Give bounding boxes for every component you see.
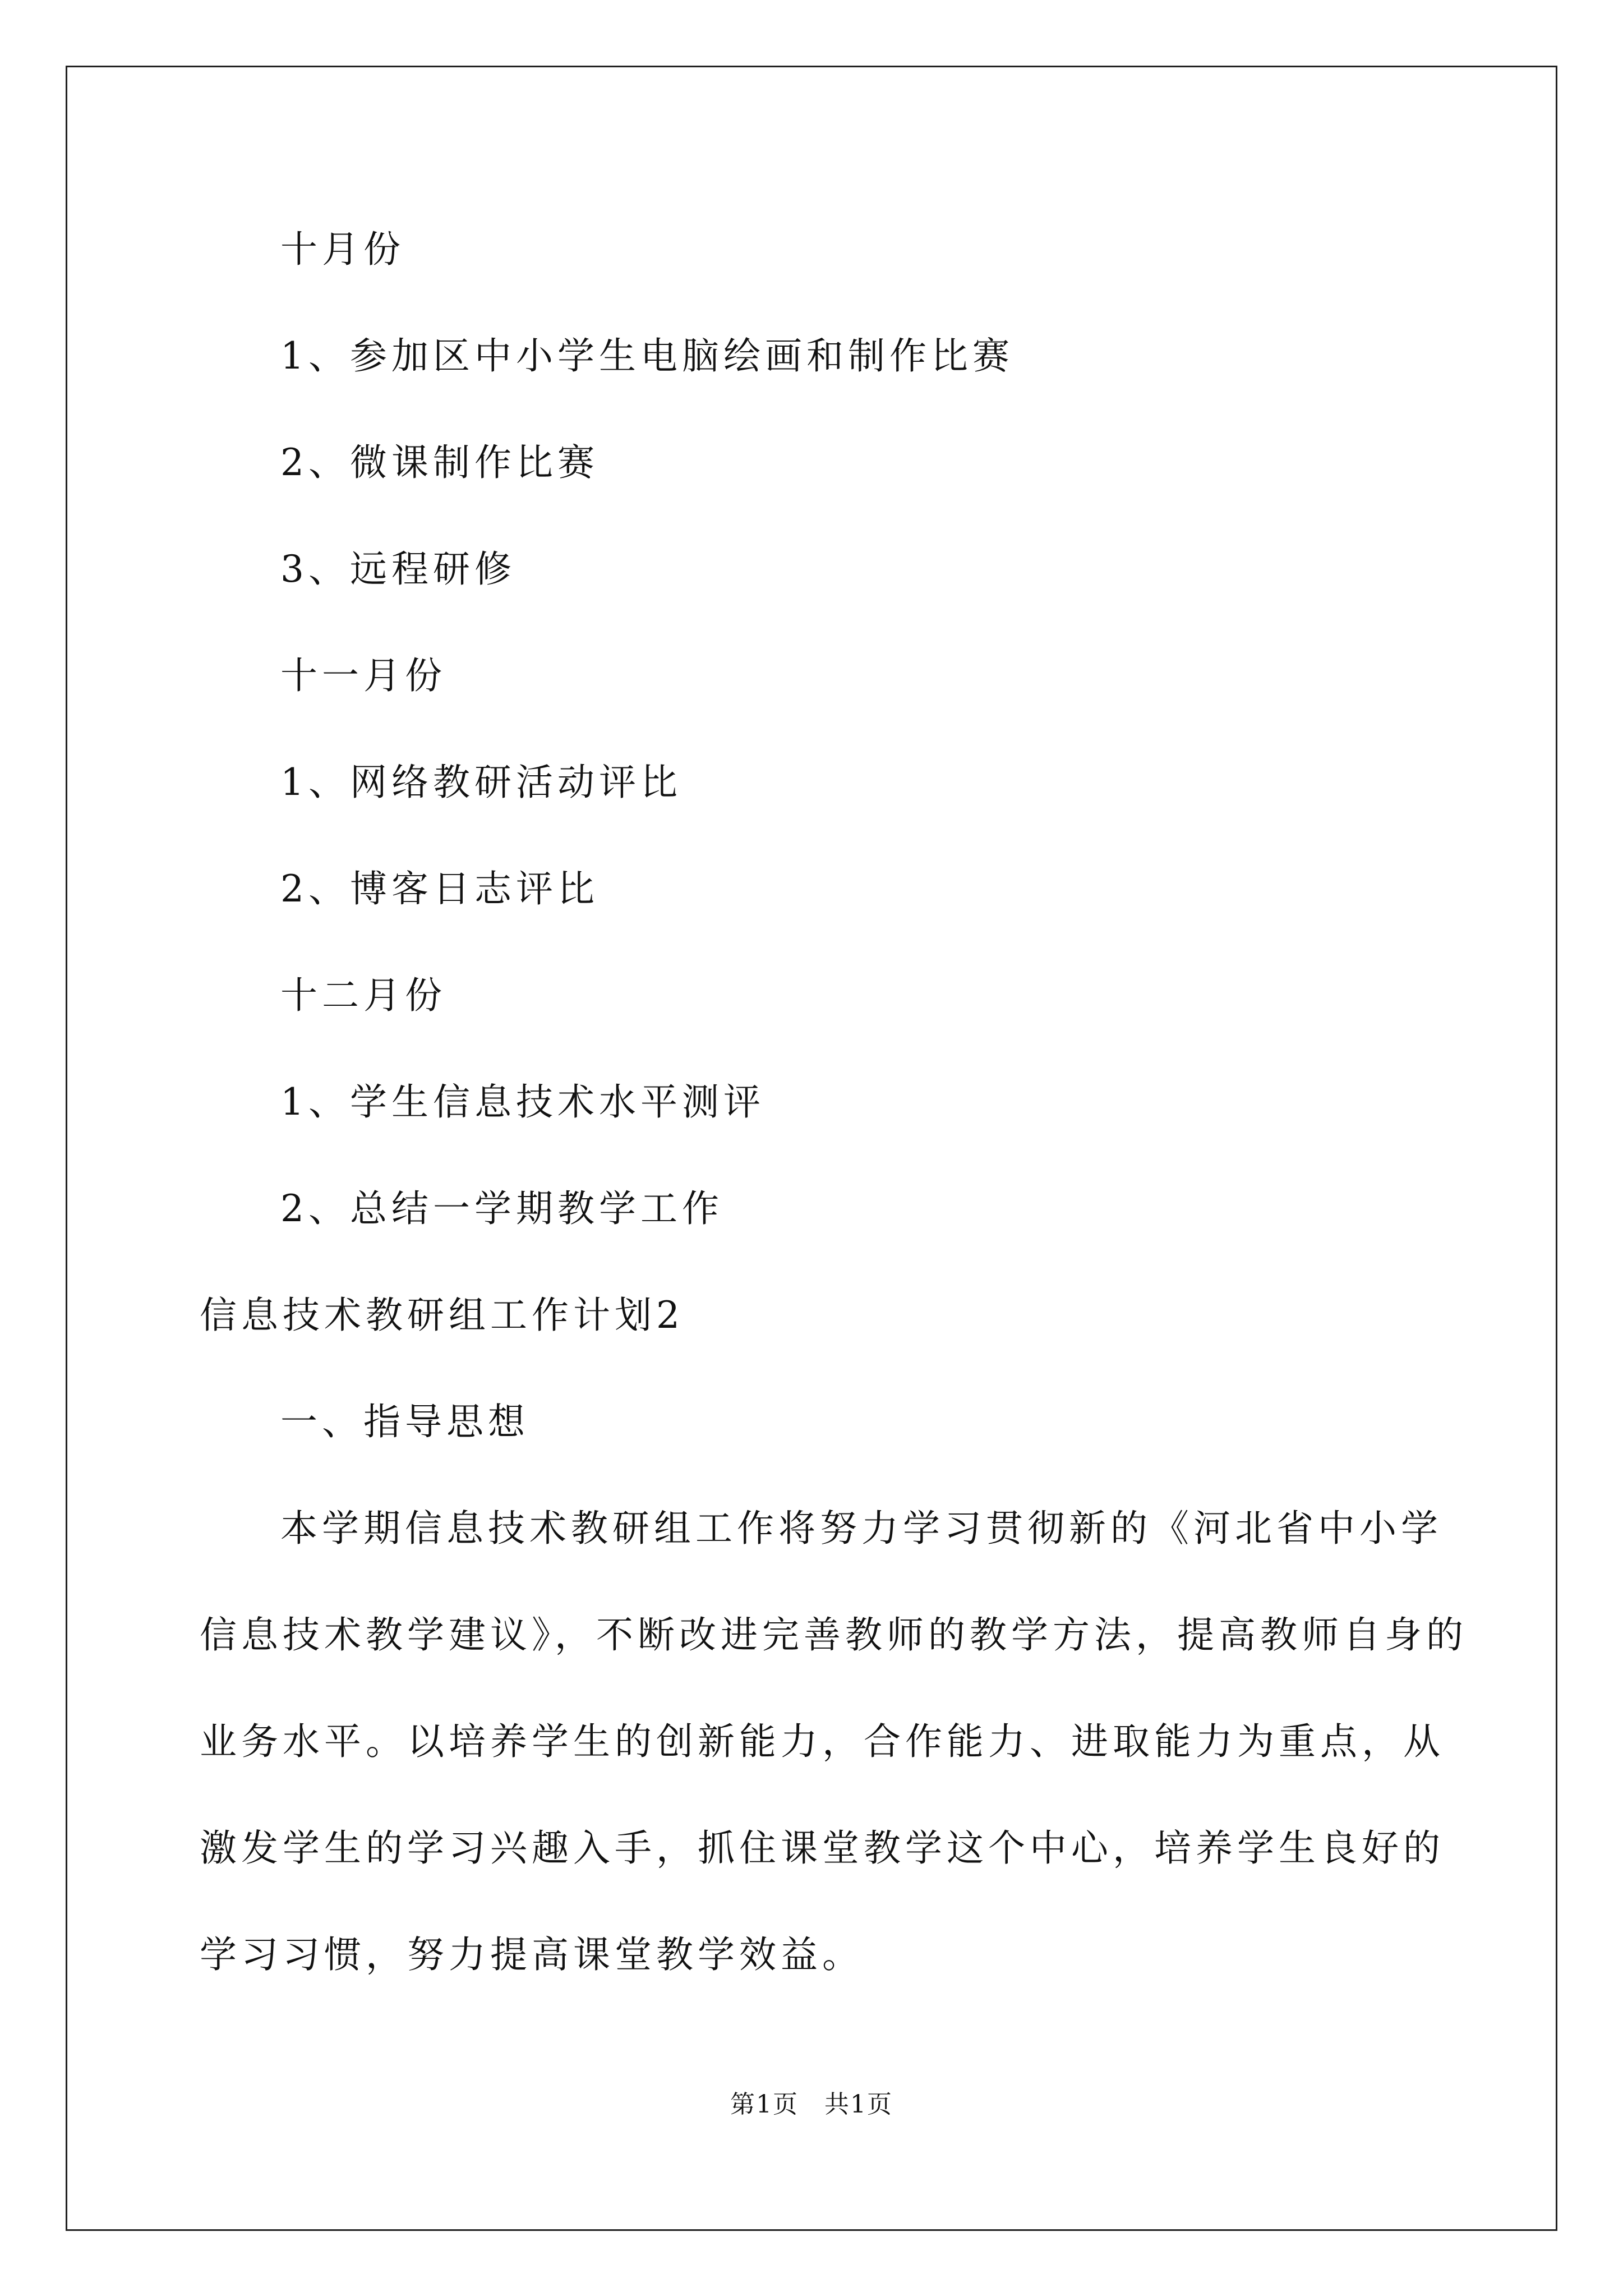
list-item: 1、参加区中小学生电脑绘画和制作比赛: [280, 334, 1014, 378]
month-heading-october: 十月份: [280, 228, 405, 271]
page-number: 第1页 共1页: [730, 2090, 893, 2119]
page-border: [66, 66, 1557, 2231]
list-item: 3、远程研修: [280, 547, 516, 591]
list-item: 2、总结一学期教学工作: [280, 1187, 723, 1230]
list-item: 2、博客日志评比: [280, 867, 599, 910]
paragraph-line: 学习习惯，努力提高课堂教学效益。: [200, 1933, 864, 1976]
paragraph-line: 业务水平。以培养学生的创新能力，合作能力、进取能力为重点，从: [200, 1720, 1445, 1763]
list-item: 1、网络教研活动评比: [280, 761, 682, 804]
paragraph-line: 本学期信息技术教研组工作将努力学习贯彻新的《河北省中小学: [280, 1507, 1442, 1550]
paragraph-line: 激发学生的学习兴趣入手，抓住课堂教学这个中心，培养学生良好的: [200, 1826, 1445, 1870]
section-title: 信息技术教研组工作计划2: [200, 1294, 684, 1337]
month-heading-november: 十一月份: [280, 654, 446, 697]
subheading: 一、指导思想: [280, 1400, 529, 1443]
list-item: 2、微课制作比赛: [280, 441, 599, 484]
paragraph-line: 信息技术教学建议》，不断改进完善教师的教学方法，提高教师自身的: [200, 1613, 1468, 1657]
list-item: 1、学生信息技术水平测评: [280, 1080, 765, 1124]
month-heading-december: 十二月份: [280, 974, 446, 1017]
